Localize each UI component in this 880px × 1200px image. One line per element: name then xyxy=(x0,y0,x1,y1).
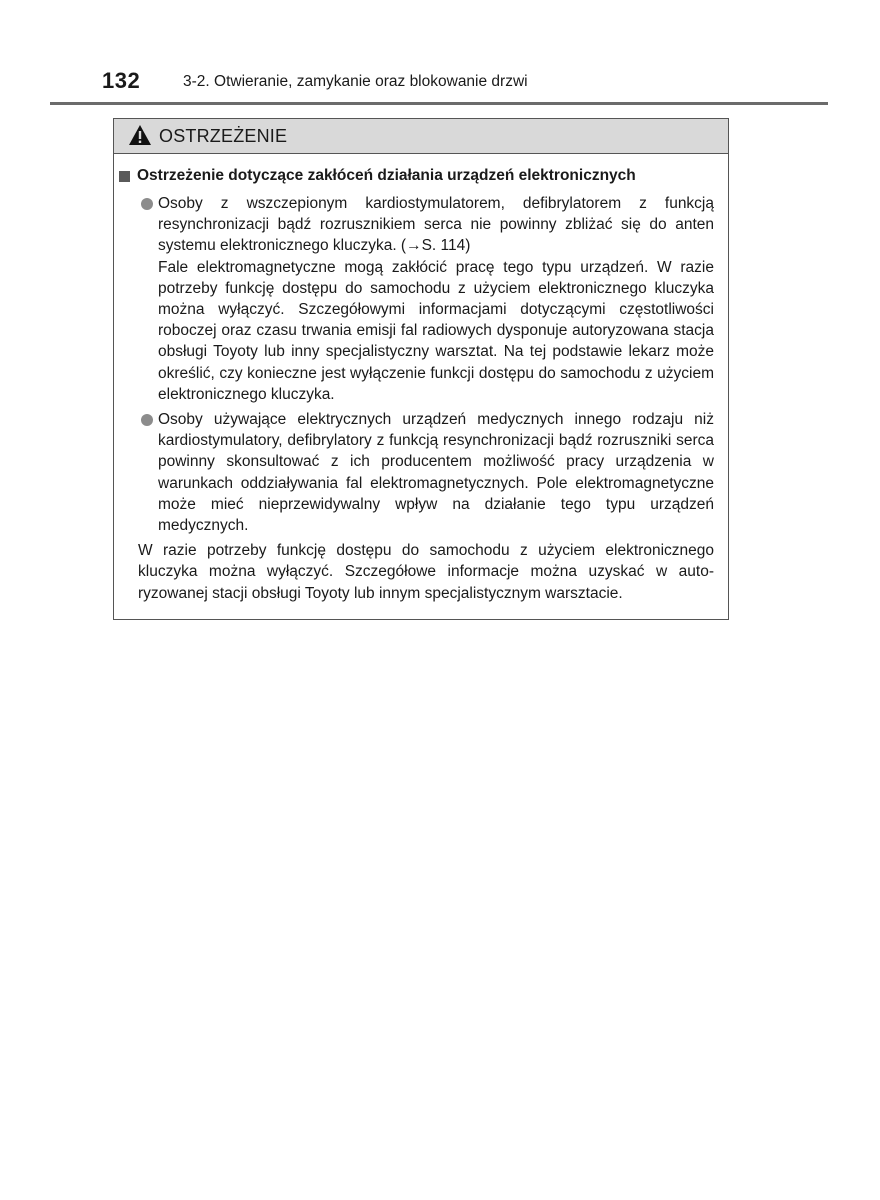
subheading-text: Ostrzeżenie dotyczące zakłóceń działania urządzeń elektronicznych xyxy=(137,167,636,184)
warning-body xyxy=(114,154,728,604)
closing-paragraph: W razie potrzeby funkcję dostępu do samochodu z użyciem elektronicznego kluczyka można wyłączyć. Szczegółowe informacje można uzyskać w autoryzowanej stacji obsługi Toyoty lub innym specjalistycznym warsztacie. xyxy=(138,542,714,602)
bullet-item xyxy=(119,193,714,405)
bullet-paragraph: Osoby z wszczepionym kardiostymulatorem, defibrylatorem z funkcją resynchronizacji bądź rozrusznikiem serca nie powinny zbliżać się do anten systemu elektronicznego kluczyka. (→S. 114) xyxy=(158,195,714,255)
bullet-item xyxy=(119,409,714,536)
bullet-paragraph: Fale elektromagnetyczne mogą zakłócić pracę tego typu urządzeń. W razie potrzeby funkcję dostępu do samochodu z użyciem elektronicznego kluczyka można wyłączyć. Szczegółowymi informacjami dotyczącymi częstotliwości roboczej oraz czasu trwania emisji fal radiowych dysponuje autoryzowana stacja obsługi Toyoty lub inny specjalistyczny warsztat. Na tej podstawie lekarz może określić, czy konieczne jest wyłączenie funkcji dostępu do samochodu z użyciem elektronicznego kluczyka. xyxy=(158,258,714,403)
square-bullet-icon xyxy=(119,171,130,182)
warning-box xyxy=(113,118,729,620)
section-title: 3-2. Otwieranie, zamykanie oraz blokowanie drzwi xyxy=(183,73,528,90)
warning-title: OSTRZEŻENIE xyxy=(159,125,288,146)
subheading xyxy=(119,166,714,186)
bullet-paragraph: Osoby używające elektrycznych urządzeń medycznych innego rodzaju niż kardiostymulatory, defibrylatory z funkcją resynchronizacji bądź rozruszniki serca powinny skonsultować z ich producentem możliwość pracy urządzenia w warunkach oddziaływania fal elektromagnetycznych. Pole elektromagnetyczne może mieć nieprzewidywalny wpływ na działanie tego typu urządzeń medycznych. xyxy=(158,411,714,535)
circle-bullet-icon xyxy=(141,198,153,210)
warning-header xyxy=(114,119,728,154)
circle-bullet-icon xyxy=(141,414,153,426)
page-header xyxy=(50,68,828,105)
warning-triangle-icon xyxy=(128,124,152,146)
page-number: 132 xyxy=(102,68,141,93)
